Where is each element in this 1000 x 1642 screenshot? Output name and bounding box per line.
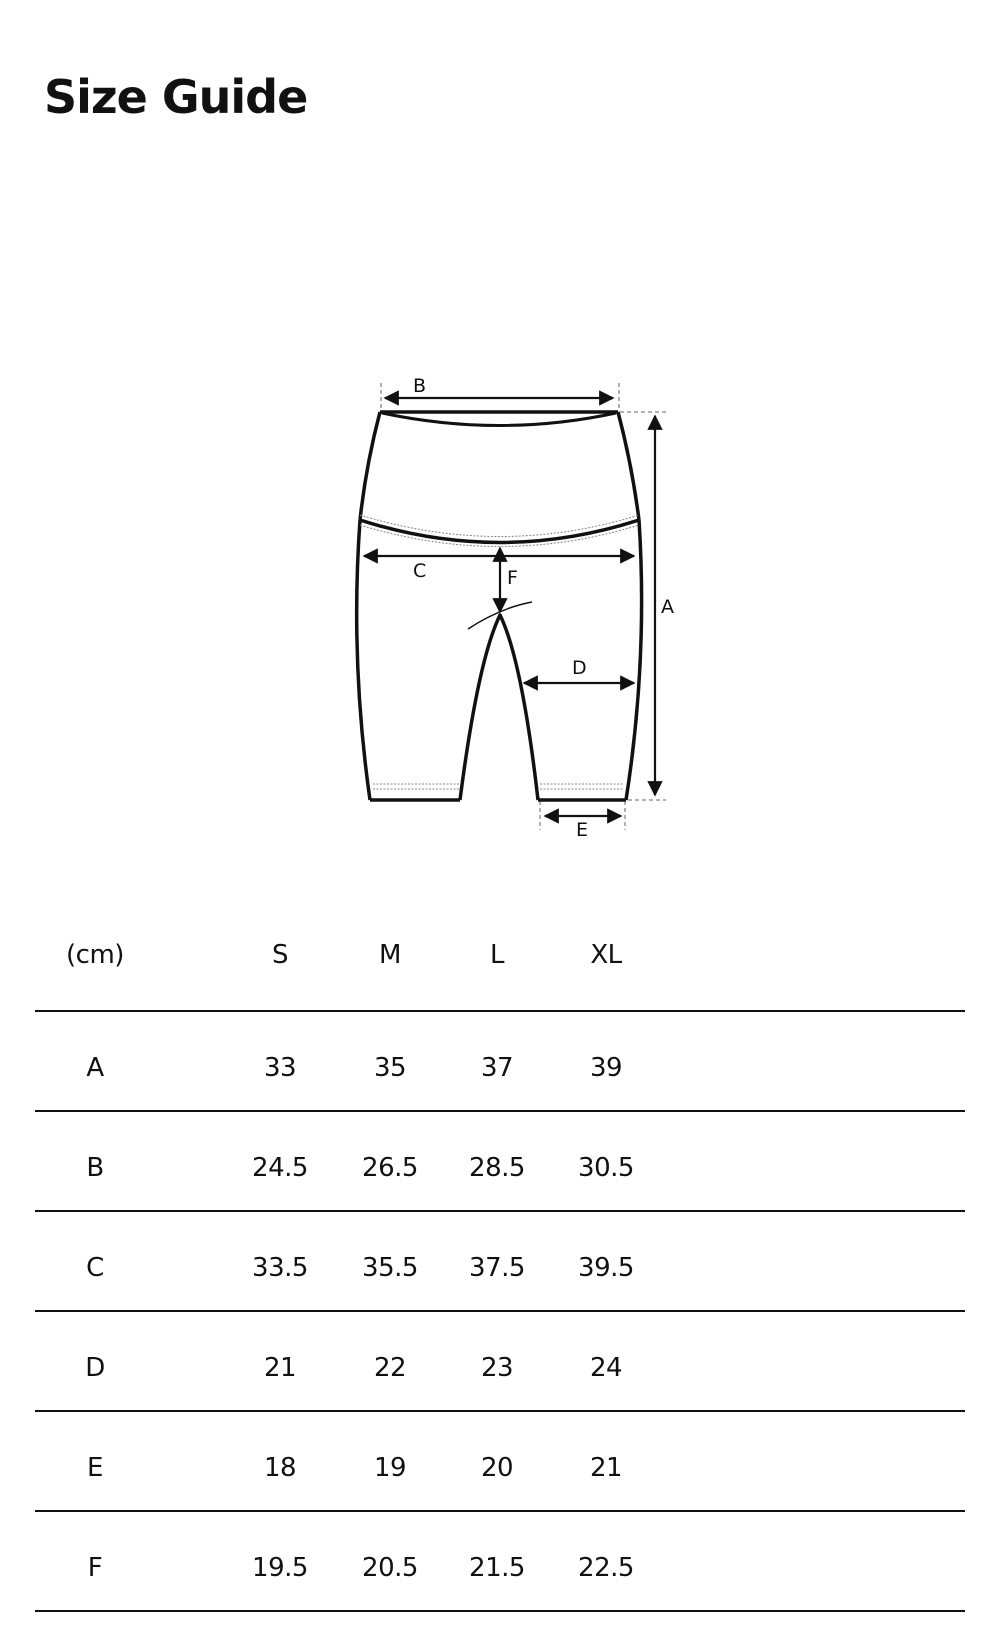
label-b: B bbox=[413, 375, 427, 397]
label-f: F bbox=[507, 567, 518, 589]
table-row bbox=[35, 1212, 965, 1312]
size-header-l: L bbox=[490, 939, 504, 970]
value-xl: 30.5 bbox=[578, 1153, 634, 1183]
value-xl: 24 bbox=[589, 1353, 623, 1383]
measurement-label: C bbox=[86, 1253, 104, 1283]
label-a: A bbox=[661, 596, 674, 618]
measurement-label: D bbox=[85, 1353, 105, 1383]
size-table bbox=[35, 905, 965, 1612]
dashed-guides bbox=[381, 383, 666, 830]
measurement-label: A bbox=[86, 1053, 104, 1083]
label-e: E bbox=[576, 819, 589, 841]
table-row bbox=[35, 1012, 965, 1112]
value-xl: 22.5 bbox=[578, 1553, 634, 1583]
table-row bbox=[35, 1412, 965, 1512]
value-s: 19.5 bbox=[252, 1553, 308, 1583]
value-l: 37 bbox=[480, 1053, 514, 1083]
measurement-label: F bbox=[87, 1553, 103, 1583]
value-s: 33 bbox=[263, 1053, 297, 1083]
value-l: 23 bbox=[480, 1353, 514, 1383]
measurement-arrows bbox=[364, 398, 655, 816]
size-header-xl: XL bbox=[590, 939, 622, 970]
value-s: 18 bbox=[263, 1453, 297, 1483]
table-row bbox=[35, 1512, 965, 1612]
value-xl: 21 bbox=[589, 1453, 623, 1483]
row-divider bbox=[35, 1610, 965, 1612]
value-s: 24.5 bbox=[252, 1153, 308, 1183]
value-m: 22 bbox=[373, 1353, 407, 1383]
measurement-label: B bbox=[86, 1153, 104, 1183]
value-s: 33.5 bbox=[252, 1253, 308, 1283]
value-m: 19 bbox=[373, 1453, 407, 1483]
value-m: 26.5 bbox=[362, 1153, 418, 1183]
label-c: C bbox=[413, 560, 427, 582]
value-xl: 39.5 bbox=[578, 1253, 634, 1283]
unit-label: (cm) bbox=[66, 939, 124, 970]
size-header-s: S bbox=[271, 939, 288, 970]
page-title: Size Guide bbox=[44, 70, 308, 124]
value-l: 28.5 bbox=[469, 1153, 525, 1183]
size-header-m: M bbox=[379, 939, 401, 970]
value-m: 35.5 bbox=[362, 1253, 418, 1283]
value-l: 21.5 bbox=[469, 1553, 525, 1583]
measurement-label: E bbox=[87, 1453, 103, 1483]
label-d: D bbox=[572, 657, 587, 679]
size-table-header bbox=[35, 905, 965, 1012]
table-row bbox=[35, 1312, 965, 1412]
value-m: 20.5 bbox=[362, 1553, 418, 1583]
table-row bbox=[35, 1112, 965, 1212]
value-l: 20 bbox=[480, 1453, 514, 1483]
value-s: 21 bbox=[263, 1353, 297, 1383]
value-xl: 39 bbox=[589, 1053, 623, 1083]
value-l: 37.5 bbox=[469, 1253, 525, 1283]
value-m: 35 bbox=[373, 1053, 407, 1083]
